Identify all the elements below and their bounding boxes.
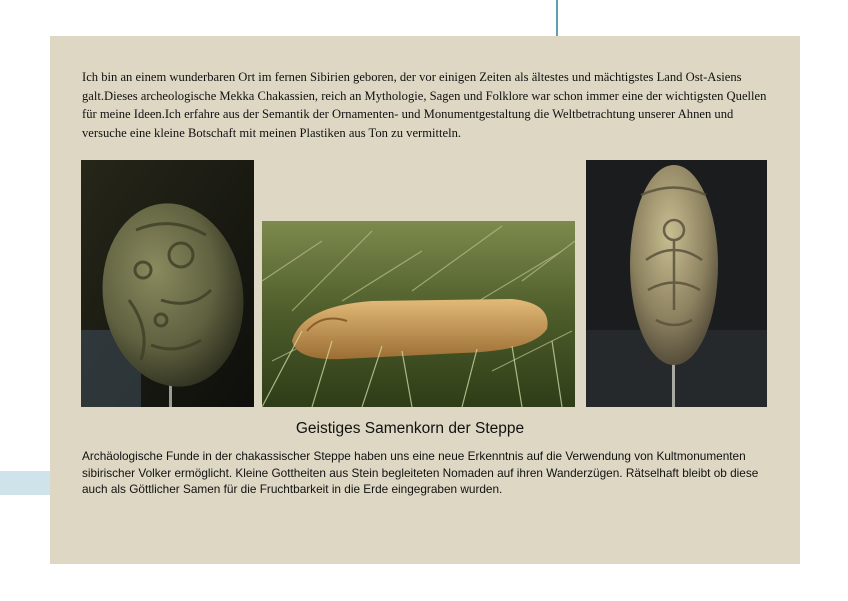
stone-in-grass-image [262,221,575,407]
figure-sculpture-image [586,160,767,407]
photo-caption: Geistiges Samenkorn der Steppe [295,420,525,437]
intro-paragraph: Ich bin an einem wunderbaren Ort im fernen Sibirien geboren, der vor einigen Zeiten als ältestes und mächtigstes Land Ost-Asiens galt.Dieses archeologische Mekka Chakassien, reich an Mythologie, Sagen und Folklore war schon immer eine der wichtigsten Quellen für meine Ideen.Ich erfahre aus der Semantik der Ornamenten- und Monumentgestaltung die Weltbetrachtung unserer Ahnen und versuche eine kleine Botschaft mit meinen Plastiken aus Ton zu vermitteln. [82,70,767,140]
photo-figure-sculpture [586,160,767,407]
photo-egg-sculpture [81,160,254,407]
description-paragraph: Archäologische Funde in der chakassischer Steppe haben uns eine neue Erkenntnis auf die Verwendung von Kultmonumenten sibirischer Volker ermöglicht. Kleine Gottheiten aus Stein begleiteten Nomaden auf ihren Wanderzügen. Rätselhaft bleibt ob diese auch als Göttlicher Samen für die Fruchtbarkeit in die Erde eingegraben wurden. [82,449,759,497]
photo-stone-in-grass [262,221,575,407]
decorative-vertical-line [556,0,558,36]
egg-sculpture-image [81,160,254,407]
content-panel [50,36,800,564]
decorative-side-band [0,471,50,495]
